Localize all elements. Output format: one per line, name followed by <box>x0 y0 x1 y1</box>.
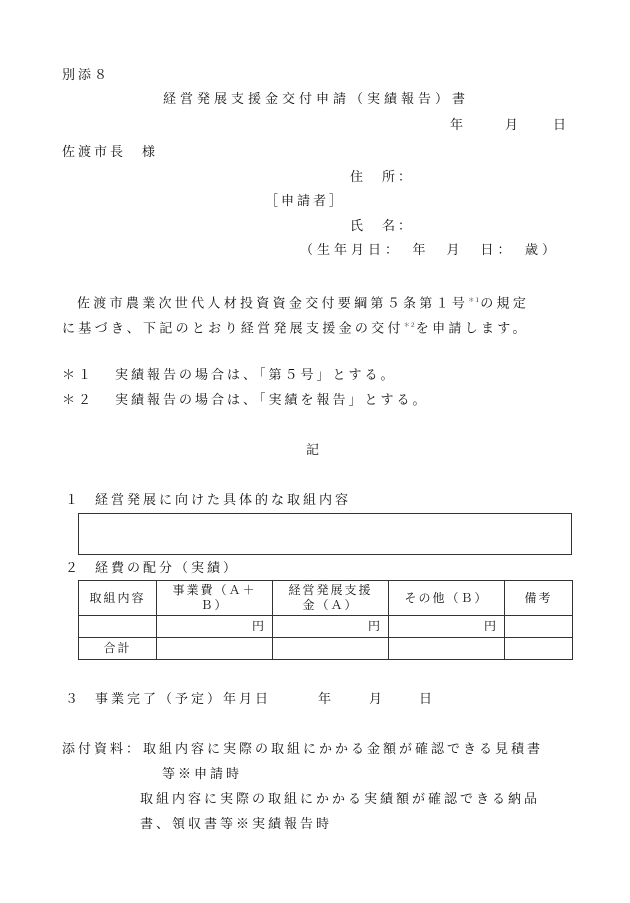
date-year-label: 年 <box>450 118 467 133</box>
header-remarks: 備考 <box>505 581 573 616</box>
section-1-number: １ <box>65 493 82 508</box>
applicant-label: ［申請者］ <box>265 194 346 209</box>
total-support-fund[interactable] <box>273 638 389 660</box>
completion-month-label: 月 <box>369 692 386 707</box>
total-remarks[interactable] <box>505 638 573 660</box>
addressee: 佐渡市長 様 <box>62 145 159 160</box>
section-2-number: ２ <box>65 561 82 576</box>
note-2-mark: ＊２ <box>62 393 95 408</box>
header-other: その他（Ｂ） <box>389 581 505 616</box>
section-3-title: 事業完了（予定）年月日 <box>95 692 272 707</box>
address-label: 住 所： <box>350 170 415 185</box>
note-1-mark: ＊１ <box>62 368 95 383</box>
note-1-text: 実績報告の場合は、「第５号」とする。 <box>115 368 397 383</box>
table-header-row <box>79 581 573 616</box>
birth-date-line: （生年月日： 年 月 日： 歳） <box>300 243 560 258</box>
header-initiative: 取組内容 <box>79 581 157 616</box>
total-project-cost[interactable] <box>157 638 273 660</box>
form-title: 経営発展支援金交付申請（実績報告）書 <box>163 92 470 107</box>
body-line-2: に基づき、下記のとおり経営発展支援金の交付$^{*2}$を申請します。 <box>62 321 529 337</box>
date-day-label: 日 <box>553 118 570 133</box>
cell-project-cost[interactable]: 円 <box>157 616 273 638</box>
attachments-label: 添付資料： <box>62 742 143 757</box>
initiative-content-box[interactable] <box>78 513 572 555</box>
section-1-title: 経営発展に向けた具体的な取組内容 <box>95 493 352 508</box>
note-2-text: 実績報告の場合は、「実績を報告」とする。 <box>115 393 429 408</box>
name-label: 氏 名： <box>350 219 415 234</box>
ki-heading: 記 <box>306 443 323 458</box>
annex-label: 別添８ <box>62 68 111 83</box>
header-project-cost: 事業費（Ａ＋ Ｂ） <box>157 581 273 616</box>
attachment-line-2: 等※申請時 <box>162 767 243 782</box>
body-line-1: 佐渡市農業次世代人材投資資金交付要綱第５条第１号$^{*1}$の規定 <box>77 296 530 312</box>
total-row <box>79 638 573 660</box>
section-3-number: ３ <box>65 692 82 707</box>
completion-year-label: 年 <box>318 692 335 707</box>
total-other[interactable] <box>389 638 505 660</box>
expense-allocation-table <box>78 580 573 660</box>
table-row <box>79 616 573 638</box>
cell-initiative[interactable] <box>79 616 157 638</box>
cell-remarks[interactable] <box>505 616 573 638</box>
attachment-line-4: 書、領収書等※実績報告時 <box>140 817 333 832</box>
cell-support-fund[interactable]: 円 <box>273 616 389 638</box>
completion-day-label: 日 <box>419 692 436 707</box>
attachment-line-3: 取組内容に実際の取組にかかる実績額が確認できる納品 <box>140 792 541 807</box>
date-month-label: 月 <box>505 118 522 133</box>
attachment-line-1: 取組内容に実際の取組にかかる金額が確認できる見積書 <box>143 742 544 757</box>
section-2-title: 経費の配分（実績） <box>95 561 240 576</box>
cell-other[interactable]: 円 <box>389 616 505 638</box>
header-support-fund: 経営発展支援 金（Ａ） <box>273 581 389 616</box>
total-label: 合計 <box>79 638 157 660</box>
